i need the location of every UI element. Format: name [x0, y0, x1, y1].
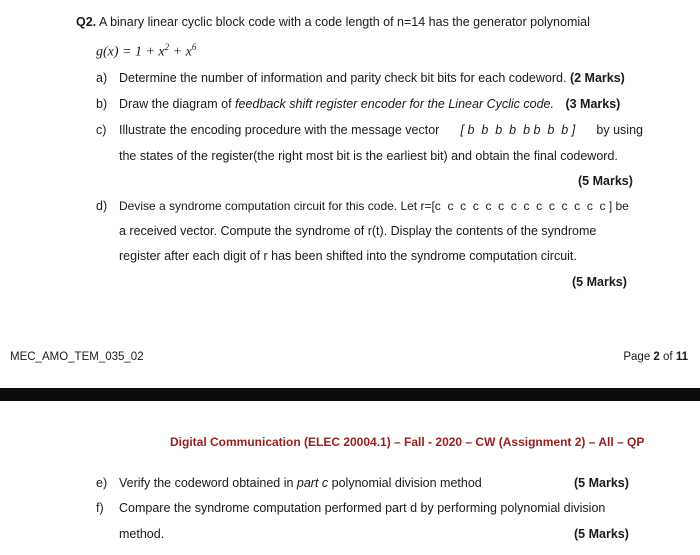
- item-f-marks: (5 Marks): [574, 527, 629, 541]
- item-e-italic: part c: [296, 476, 329, 490]
- item-f-line2: method.: [119, 527, 165, 541]
- question-heading: [76, 15, 590, 29]
- item-c-line1: Illustrate the encoding procedure with the message vector [ b b b b b b b b ] by using: [119, 123, 643, 137]
- item-d-line3: register after each digit of r has been shifted into the syndrome computation circuit.: [119, 249, 577, 263]
- item-e-label: e): [96, 476, 108, 490]
- generator-polynomial: $g(x) = 1 + x^2 + x^6$: [96, 42, 197, 60]
- item-c-label: c): [96, 123, 107, 137]
- item-f-line1: Compare the syndrome computation performed part d by performing polynomial division: [119, 501, 606, 515]
- item-d-marks: (5 Marks): [572, 275, 627, 289]
- item-b-text: Draw the diagram of: [119, 97, 232, 111]
- page-break-band: [0, 388, 700, 401]
- item-a-marks: (2 Marks): [569, 71, 625, 85]
- message-vector: [ b b b b b b b b ]: [460, 123, 576, 137]
- item-a-text: Determine the number of information and parity check bit bits for each codeword.: [119, 71, 567, 85]
- item-c-line2: the states of the register(the right most bit is the earliest bit) and obtain the final codeword.: [119, 149, 618, 163]
- item-b-italic: feedback shift register encoder for the Linear Cyclic code.: [235, 97, 554, 111]
- item-b-label: b): [96, 97, 108, 111]
- item-a-label: a): [96, 71, 108, 85]
- item-e: Verify the codeword obtained in part c polynomial division method: [119, 476, 482, 490]
- question-intro: A binary linear cyclic block code with a code length of n=14 has the generator polynomial: [98, 15, 590, 29]
- item-d-line1: Devise a syndrome computation circuit for this code. Let r=[c c c c c c c c c c c c c c ] be: [119, 199, 629, 213]
- item-f-label: f): [96, 501, 104, 515]
- item-a: [119, 71, 625, 85]
- question-number: Q2.: [76, 15, 97, 29]
- item-d-label: d): [96, 199, 108, 213]
- item-c-marks: (5 Marks): [578, 174, 633, 188]
- item-e-marks: (5 Marks): [574, 476, 629, 490]
- document-code: MEC_AMO_TEM_035_02: [10, 351, 144, 363]
- item-b: [119, 97, 620, 111]
- item-b-marks: (3 Marks): [565, 97, 621, 111]
- course-header: Digital Communication (ELEC 20004.1) – Fall - 2020 – CW (Assignment 2) – All – QP: [170, 435, 645, 449]
- page-number: Page 2 of 11: [623, 351, 688, 363]
- item-d-line2: a received vector. Compute the syndrome of r(t). Display the contents of the syndrome: [119, 224, 597, 238]
